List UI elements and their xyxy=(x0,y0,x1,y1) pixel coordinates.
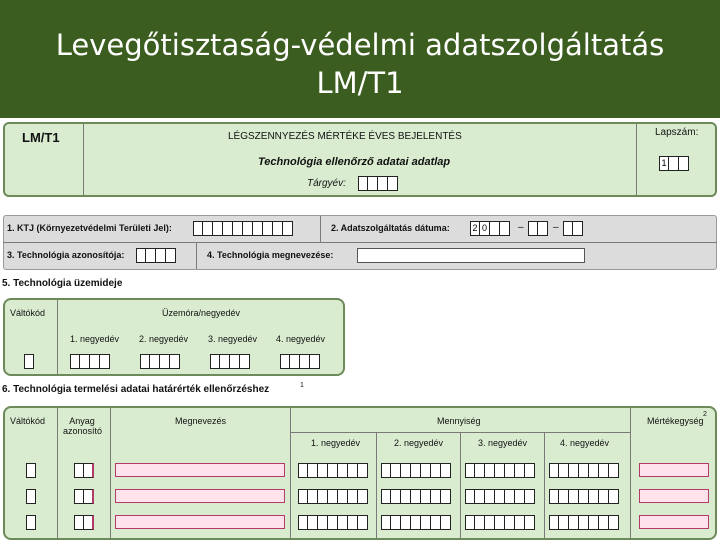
s6-r2-valtokod[interactable] xyxy=(26,489,36,504)
s6-r2-anyag[interactable] xyxy=(74,489,94,504)
s6-r1-mertekegyseg[interactable] xyxy=(639,463,709,477)
date-day-input[interactable] xyxy=(563,221,583,236)
s6-quarter-4: 4. negyedév xyxy=(560,438,610,448)
s6-col-mertekegyseg: Mértékegység xyxy=(647,416,704,426)
ktj-label: 1. KTJ (Környezetvédelmi Területi Jel): xyxy=(7,223,172,233)
tech-id-input[interactable] xyxy=(136,248,176,263)
s6-r1-valtokod[interactable] xyxy=(26,463,36,478)
title-banner xyxy=(0,0,720,118)
s6-col-megnevezes: Megnevezés xyxy=(175,416,227,426)
tech-id-label: 3. Technológia azonosítója: xyxy=(7,250,125,260)
s5-q4-input[interactable] xyxy=(280,354,320,369)
s6-r2-q4[interactable] xyxy=(549,489,619,504)
s6-col-anyag: Anyag azonosító xyxy=(63,416,103,436)
s6-r1-q2[interactable] xyxy=(381,463,451,478)
s6-r3-megnevezes[interactable] xyxy=(115,515,285,529)
s6-r1-q4[interactable] xyxy=(549,463,619,478)
s6-r3-mertekegyseg[interactable] xyxy=(639,515,709,529)
s5-q2-input[interactable] xyxy=(140,354,180,369)
s5-valtokod-input[interactable] xyxy=(24,354,34,369)
s6-r3-q3[interactable] xyxy=(465,515,535,530)
s6-r2-q1[interactable] xyxy=(298,489,368,504)
ktj-input[interactable] xyxy=(193,221,293,236)
s5-quarter-2: 2. negyedév xyxy=(139,334,189,344)
report-title: LÉGSZENNYEZÉS MÉRTÉKE ÉVES BEJELENTÉS xyxy=(228,131,462,142)
section5-title: 5. Technológia üzemideje xyxy=(2,278,123,289)
s6-quarter-1: 1. negyedév xyxy=(311,438,361,448)
form-code: LM/T1 xyxy=(22,130,60,145)
s5-quarter-3: 3. negyedév xyxy=(208,334,258,344)
year-label: Tárgyév: xyxy=(307,178,346,189)
date-month-input[interactable] xyxy=(528,221,548,236)
tech-name-label: 4. Technológia megnevezése: xyxy=(207,250,334,260)
s5-q3-input[interactable] xyxy=(210,354,250,369)
s5-col-uzemora: Üzemóra/negyedév xyxy=(162,308,241,318)
s6-r2-q2[interactable] xyxy=(381,489,451,504)
s5-col-valtokod: Váltókód xyxy=(10,308,46,318)
s6-r2-mertekegyseg[interactable] xyxy=(639,489,709,503)
s6-r1-megnevezes[interactable] xyxy=(115,463,285,477)
tech-name-input[interactable] xyxy=(357,248,585,263)
s5-quarter-4: 4. negyedév xyxy=(276,334,326,344)
banner-title-line2: LM/T1 xyxy=(316,66,404,100)
report-subtitle: Technológia ellenőrző adatai adatlap xyxy=(258,156,451,168)
date-label: 2. Adatszolgáltatás dátuma: xyxy=(331,223,450,233)
date-year-input[interactable] xyxy=(470,221,510,236)
s6-quarter-2: 2. negyedév xyxy=(394,438,444,448)
s6-r2-megnevezes[interactable] xyxy=(115,489,285,503)
s6-r1-q3[interactable] xyxy=(465,463,535,478)
s6-col-mennyiseg: Mennyiség xyxy=(437,416,481,426)
date-prefix-2: 2 xyxy=(470,221,480,236)
s6-r3-q2[interactable] xyxy=(381,515,451,530)
s6-col-valtokod: Váltókód xyxy=(10,416,46,426)
date-prefix-0: 0 xyxy=(480,221,490,236)
s6-r2-q3[interactable] xyxy=(465,489,535,504)
s6-quarter-3: 3. negyedév xyxy=(478,438,528,448)
banner-title-line1: Levegőtisztaság-védelmi adatszolgáltatás xyxy=(55,28,665,62)
s6-r1-q1[interactable] xyxy=(298,463,368,478)
year-input[interactable] xyxy=(358,176,398,191)
s6-r3-q4[interactable] xyxy=(549,515,619,530)
s6-footnote2: 2 xyxy=(703,411,707,418)
page-label: Lapszám: xyxy=(655,127,699,138)
s6-r3-anyag[interactable] xyxy=(74,515,94,530)
s6-r3-valtokod[interactable] xyxy=(26,515,36,530)
page-number-input[interactable] xyxy=(659,156,689,171)
page-first-digit: 1 xyxy=(659,156,669,171)
section6-title: 6. Technológia termelési adatai határérték ellenőrzéshez xyxy=(2,384,270,395)
s5-q1-input[interactable] xyxy=(70,354,110,369)
s6-r1-anyag[interactable] xyxy=(74,463,94,478)
section6-footnote1: 1 xyxy=(300,382,304,389)
s6-r3-q1[interactable] xyxy=(298,515,368,530)
s5-quarter-1: 1. negyedév xyxy=(70,334,120,344)
